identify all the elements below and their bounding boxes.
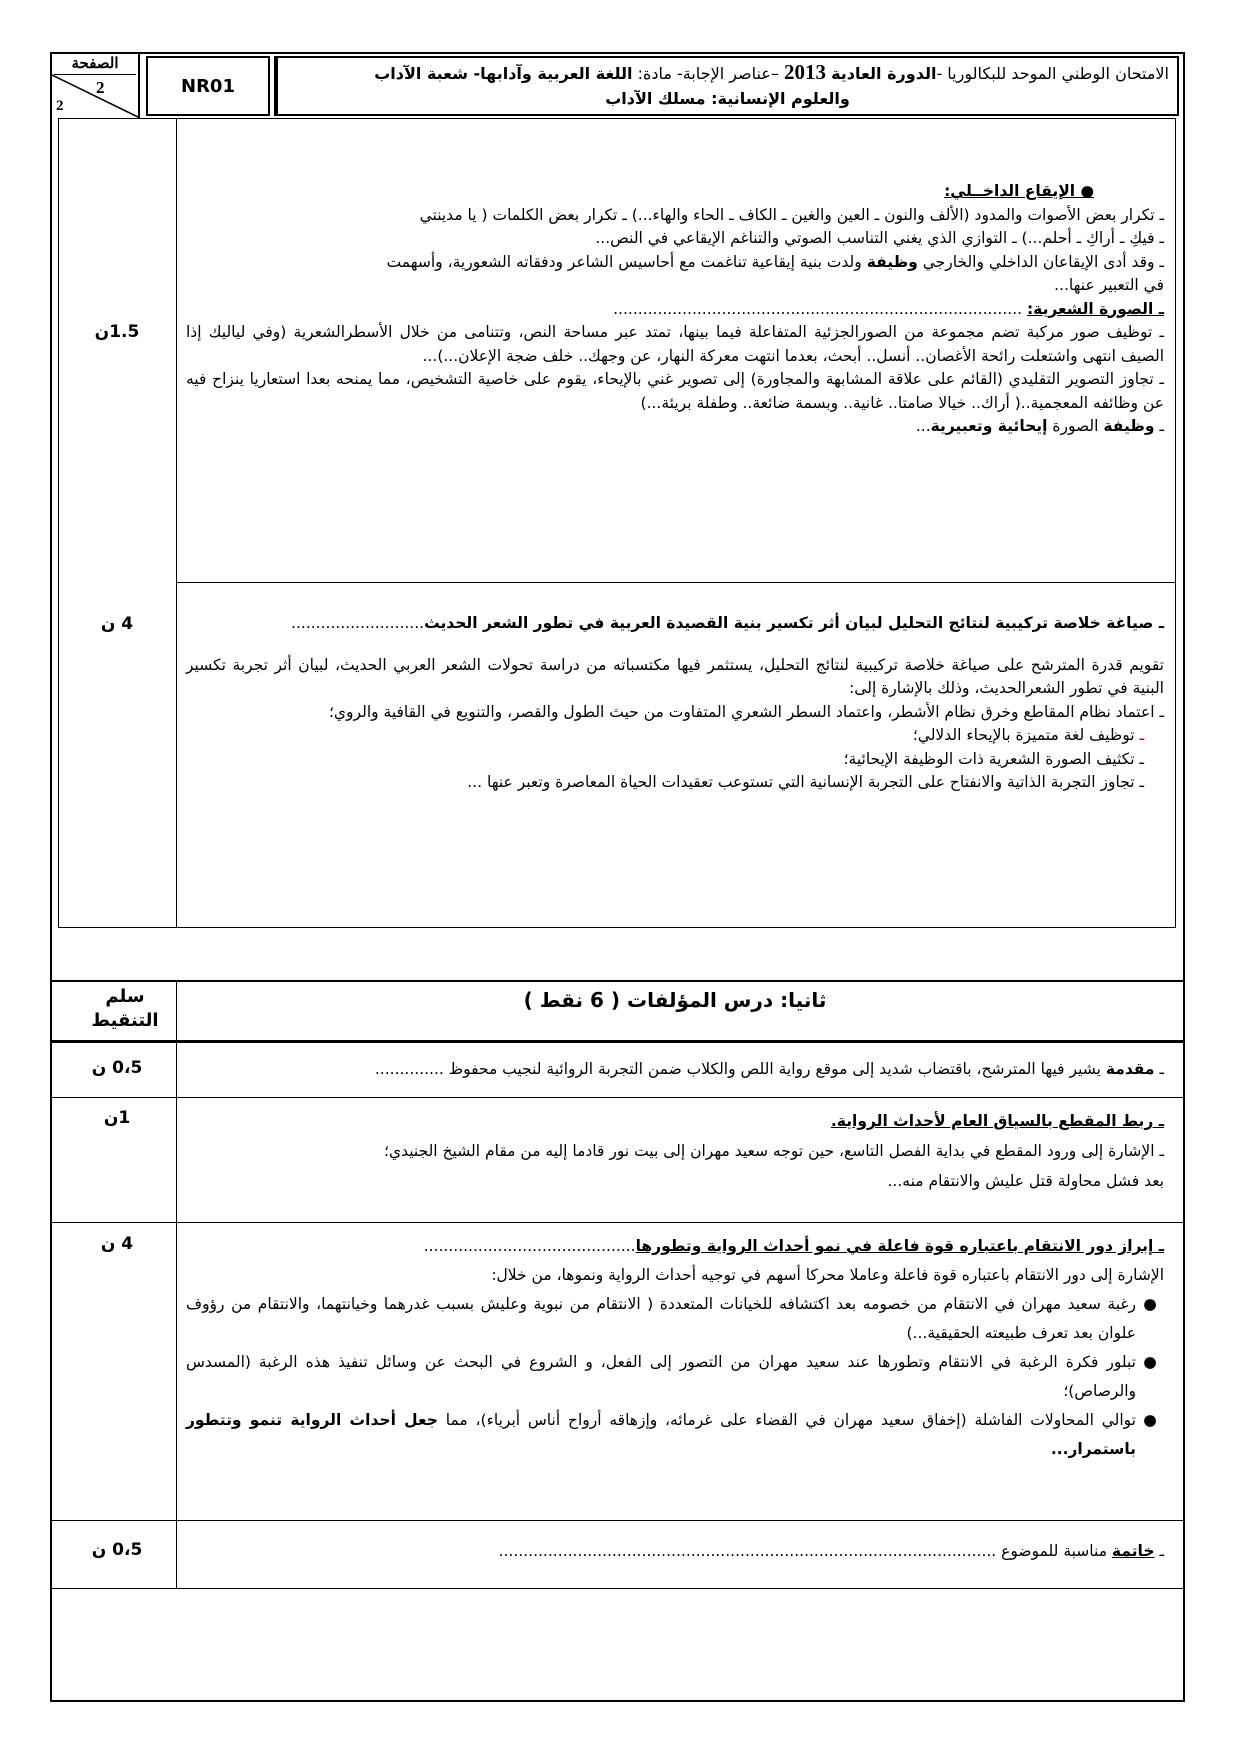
score-conclusion: 0،5 ن	[91, 1540, 143, 1560]
revenge-bullet-2: ● تبلور فكرة الرغبة في الانتقام وتطورها عند سعيد مهران من التصور إلى الفعل، و الشروع في البحث عن وسائل تنفيذ هذه الرغبة (المسدس والرصاص)؛	[186, 1353, 1157, 1400]
exam-title-line1	[286, 60, 1169, 86]
image-line-1: ـ توظيف صور مركبة تضم مجموعة من الصورالجزئية المتفاعلة فيما بينها، تمتد عبر مساحة النص، وتتنامى من خلال الأسطرالشعرية (وفي لياليك إذا الصيف انتهى واشتعلت رائحة الأغصان.. أنسل.. أبحث، بعدما انتهت معركة النهار، عن وجهك.. خلف ضجة الإعلان...)...	[186, 323, 1164, 365]
revenge-bullet-3: ● توالي المحاولات الفاشلة (إخفاق سعيد مهران في القضاء على غرمائه، وإزهاقه أرواح أناس أبرياء)، مما جعل أحداث الرواية تنمو وتتطور باستمرار...	[186, 1411, 1157, 1458]
scoring-scale-label: سلم التنقيط	[91, 986, 159, 1031]
page-label: الصفحة	[54, 54, 136, 75]
rhythm-line-1: ـ تكرار بعض الأصوات والمدود (الألف والنون ـ العين والغين ـ الكاف ـ الحاء والهاء...) ـ تكرار بعض الكلمات ( يا مدينتي	[419, 205, 1164, 224]
section1-row-divider	[176, 582, 1176, 583]
image-line-2: ـ تجاوز التصوير التقليدي (القائم على علاقة المشابهة والمجاورة) إلى تصوير غني بالإيحاء، يقوم على خاصية التشخيص، مما يمنحه بعدا استعاريا ينزاح فيه عن وظائفه المعجمية..( أراك.. خيالا صامتا.. غانية.. وبسمة ضائعة.. وطفلة بريئة...)	[186, 370, 1164, 412]
section2-row-1	[50, 1097, 1185, 1098]
rhythm-image-block	[186, 180, 1164, 439]
section2-title: ثانيا: درس المؤلفات ( 6 نقط )	[523, 988, 827, 1012]
rhythm-line-3: ـ وقد أدى الإيقاعان الداخلي والخارجي وظيفة ولدت بنية إيقاعية تناغمت مع أحاسيس الشاعر ودفقاته الشعورية، وأسهمت	[386, 252, 1164, 271]
exam-year: 2013	[783, 60, 826, 84]
link-title: ـ ربط المقطع بالسياق العام لأحداث الرواية.	[830, 1112, 1164, 1130]
rhythm-title: ● الإيقاع الداخــلي:	[944, 182, 1094, 200]
section2-row-2	[50, 1222, 1185, 1223]
rhythm-line-4: في التعبير عنها...	[1054, 276, 1164, 294]
link-block	[186, 1106, 1164, 1196]
section2-row-3	[50, 1520, 1185, 1521]
subject-name: اللغة العربية وآدابها- شعبة الآداب	[374, 64, 633, 83]
image-line-3: ـ وظيفة الصورة إيحائية وتعبيرية...	[915, 417, 1164, 435]
section2-top-line	[50, 980, 1185, 982]
section2-row-4	[50, 1588, 1185, 1589]
synthesis-title: ـ صياغة خلاصة تركيبية لنتائج التحليل لبيان أثر تكسير بنية القصيدة العربية في تطور الشعر الحديث...........................	[291, 614, 1164, 632]
image-title: ـ الصورة الشعرية: ...................................................................................	[613, 299, 1164, 318]
title-prefix: الامتحان الوطني الموحد للبكالوريا -	[936, 64, 1169, 83]
page-total: 2	[56, 98, 64, 114]
synthesis-block	[186, 612, 1164, 795]
synthesis-line-1: تقويم قدرة المترشح على صياغة خلاصة تركيبية لنتائج التحليل، يستثمر فيها مكتسباته من دراسة تحولات الشعر العربي الحديث، لبيان أثر تجربة تكسير البنية في تطور الشعرالحديث، وذلك بالإشارة إلى:	[186, 655, 1164, 697]
score-link: 1ن	[103, 1108, 131, 1128]
link-line-1: ـ الإشارة إلى ورود المقطع في بداية الفصل التاسع، حين توجه سعيد مهران إلى بيت نور قادما إليه من مقام الشيخ الجنيدي؛	[384, 1142, 1164, 1160]
page-number-box	[50, 52, 140, 118]
score-intro: 0،5 ن	[91, 1058, 143, 1078]
synthesis-line-2: ـ اعتماد نظام المقاطع وخرق نظام الأشطر، واعتماد السطر الشعري المتفاوت من حيث الطول والقصر، والتنويع في القافية والروي؛	[329, 702, 1164, 721]
synthesis-line-3: ـ توظيف لغة متميزة بالإيحاء الدلالي؛	[912, 726, 1144, 744]
red-dash-mark: ـ	[1139, 726, 1144, 744]
revenge-bullet-1: ● رغبة سعيد مهران في الانتقام من خصومه بعد اكتشافه للخيانات المتعددة ( الانتقام من نبوية وعليش بسبب غدرهما وخيانتهما، والانتقام من رؤوف علوان بعد تعرف طبيعته الحقيقية...)	[186, 1295, 1157, 1342]
page-current: 2	[96, 78, 105, 97]
rhythm-title-text: الإيقاع الداخــلي:	[944, 182, 1076, 200]
section1-score-divider	[176, 118, 177, 928]
page-diagonal-icon	[50, 74, 140, 118]
score-rhythm-image: 1.5ن	[94, 322, 140, 342]
score-synthesis: 4 ن	[100, 614, 134, 634]
exam-title-line2: والعلوم الإنسانية: مسلك الآداب	[605, 89, 850, 108]
conclusion-line: ـ خاتمة مناسبة للموضوع .....................................................................................................	[498, 1542, 1164, 1560]
score-revenge: 4 ن	[100, 1234, 134, 1254]
exam-header	[50, 52, 1185, 118]
revenge-title: ـ إبراز دور الانتقام باعتباره قوة فاعلة في نمو أحداث الرواية وتطورها...........................................	[423, 1237, 1164, 1255]
revenge-block	[186, 1232, 1164, 1464]
synthesis-line-4: ـ تكثيف الصورة الشعرية ذات الوظيفة الإيحائية؛	[843, 749, 1144, 768]
link-line-2: بعد فشل محاولة قتل عليش والانتقام منه...	[887, 1172, 1164, 1190]
section2-header-divider	[50, 1040, 1185, 1043]
section2-score-divider	[176, 980, 177, 1588]
intro-line: ـ مقدمة يشير فيها المترشح، باقتضاب شديد إلى موقع رواية اللص والكلاب ضمن التجربة الروائية لنجيب محفوظ ..............	[374, 1060, 1164, 1078]
synthesis-line-5: ـ تجاوز التجربة الذاتية والانفتاح على التجربة الإنسانية التي تستوعب تعقيدات الحياة المعاصرة وتعبر عنها ...	[467, 773, 1144, 791]
exam-code: NR01	[146, 56, 270, 116]
revenge-intro: الإشارة إلى دور الانتقام باعتباره قوة فاعلة وعاملا محركا أسهم في توجيه أحداث الرواية ونموها، من خلال:	[491, 1266, 1164, 1284]
exam-title	[274, 56, 1179, 116]
session-name: الدورة العادية	[831, 64, 937, 83]
title-middle: –عناصر الإجابة- مادة:	[632, 64, 784, 83]
rhythm-line-2: ـ فيكِ ـ أراكِ ـ أحلم...) ـ التوازي الذي يغني التناسب الصوتي والتناغم الإيقاعي في النص...	[595, 229, 1164, 247]
